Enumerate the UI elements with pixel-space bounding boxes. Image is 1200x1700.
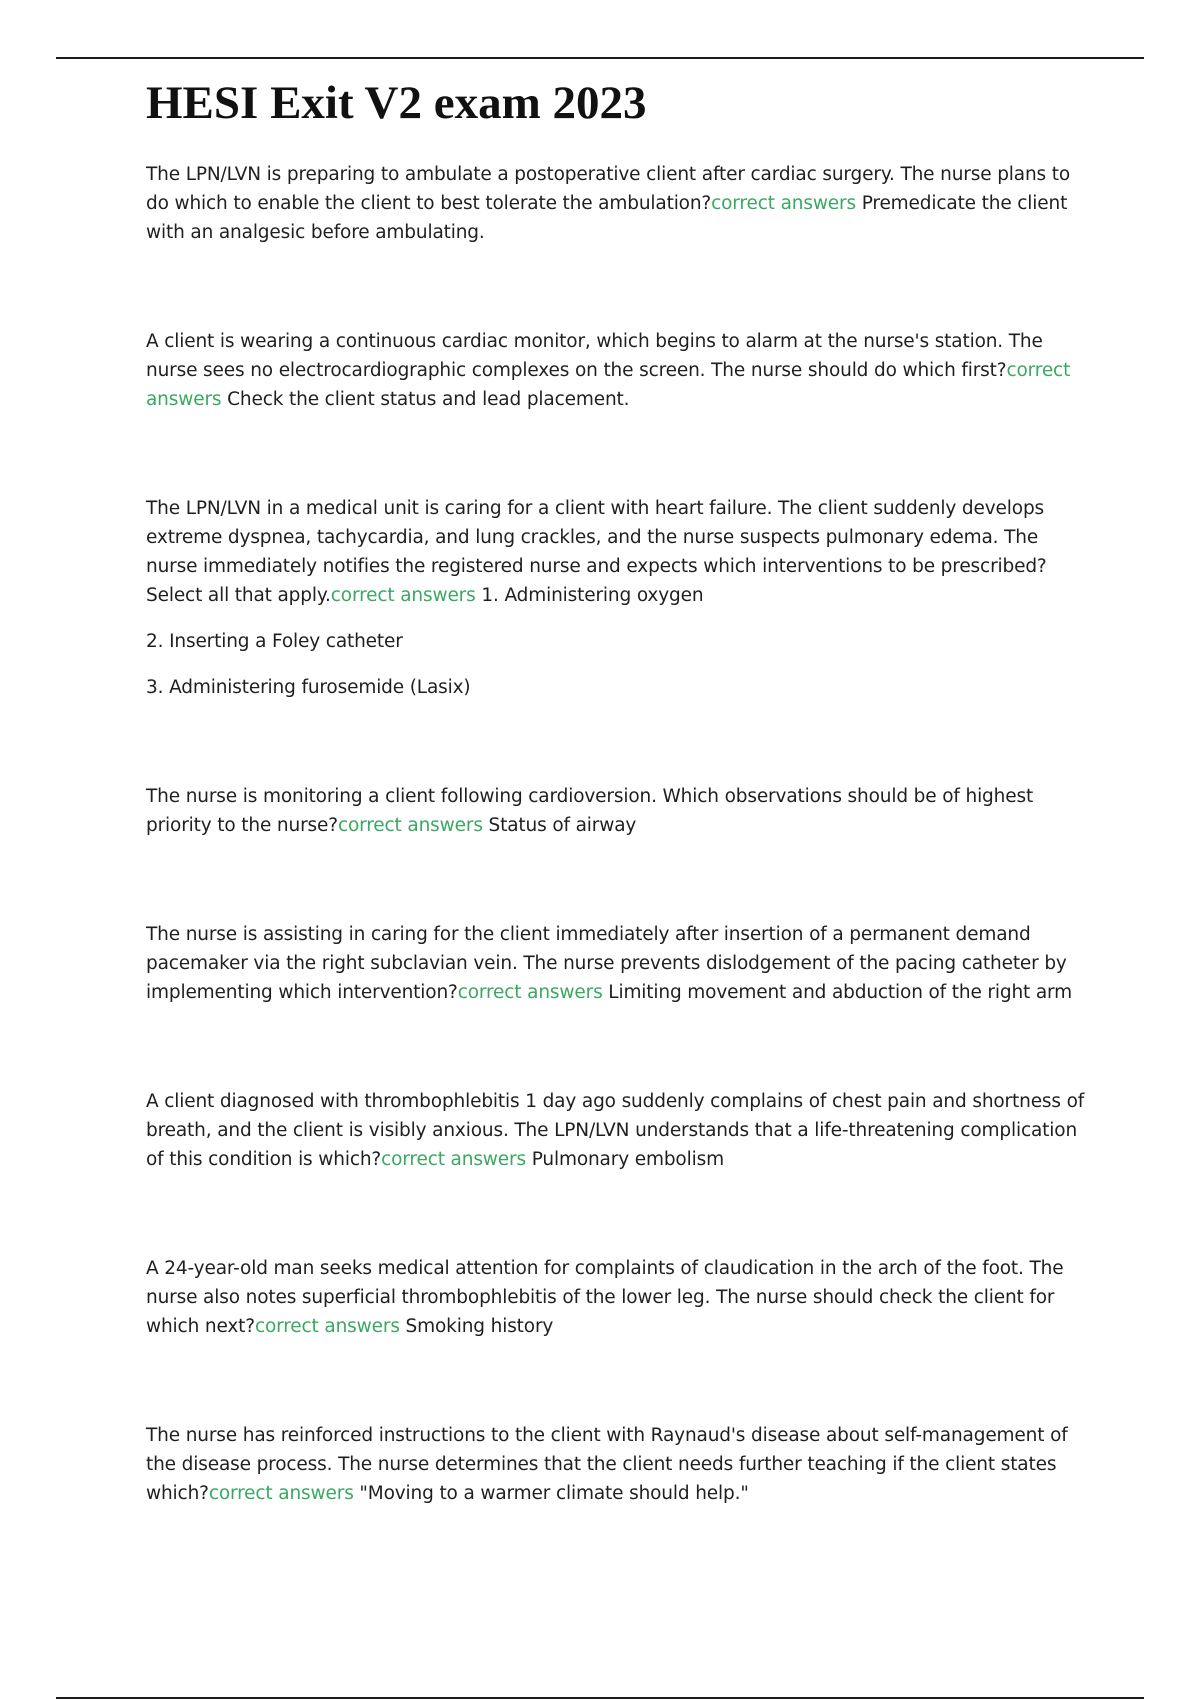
question-prompt: A 24-year-old man seeks medical attention for complaints of claudication in the arch of the foot. The nurse also notes superficial thrombophlebitis of the lower leg. The nurse should check the client for which next? <box>146 1258 1064 1337</box>
answer-list-item: 3. Administering furosemide (Lasix) <box>146 677 471 698</box>
question-text <box>146 1421 1086 1508</box>
correct-answers-label: correct answers <box>337 815 483 836</box>
question-text <box>146 160 1086 247</box>
question-text <box>146 1087 1086 1174</box>
answer-text: Premedicate the client with an analgesic before ambulating. <box>146 193 1068 243</box>
question-prompt: The LPN/LVN in a medical unit is caring for a client with heart failure. The client suddenly develops extreme dyspnea, tachycardia, and lung crackles, and the nurse suspects pulmonary edema. The nurse immediately notifies the registered nurse and expects which interventions to be prescribed? Select all that apply. <box>146 498 1047 606</box>
question-prompt: A client is wearing a continuous cardiac monitor, which begins to alarm at the nurse's station. The nurse sees no electrocardiographic complexes on the screen. The nurse should do which first? <box>146 331 1043 381</box>
answer-text: Check the client status and lead placement. <box>221 389 630 410</box>
correct-answers-label: correct answers <box>330 585 476 606</box>
correct-answers-label: correct answers <box>457 982 603 1003</box>
qa-item-1 <box>146 160 1086 247</box>
document-title: HESI Exit V2 exam 2023 <box>146 77 647 129</box>
question-text <box>146 327 1086 414</box>
qa-item-7 <box>146 1254 1086 1341</box>
qa-item-3 <box>146 494 1086 702</box>
question-text <box>146 1254 1086 1341</box>
qa-item-4 <box>146 782 1086 840</box>
question-prompt: The LPN/LVN is preparing to ambulate a postoperative client after cardiac surgery. The nurse plans to do which to enable the client to best tolerate the ambulation? <box>146 164 1071 214</box>
answer-text: Pulmonary embolism <box>525 1149 724 1170</box>
answer-text: "Moving to a warmer climate should help." <box>353 1483 749 1504</box>
answer-text: Status of airway <box>482 815 637 836</box>
correct-answers-label: correct answers <box>381 1149 526 1170</box>
question-prompt: The nurse is monitoring a client following cardioversion. Which observations should be of highest priority to the nurse? <box>146 786 1034 836</box>
question-text <box>146 782 1086 840</box>
question-text <box>146 494 1086 610</box>
document-body <box>146 72 1086 1588</box>
correct-answers-label: correct answers <box>146 360 1071 410</box>
question-text <box>146 920 1086 1007</box>
correct-answers-label: correct answers <box>208 1483 354 1504</box>
top-rule <box>56 57 1144 59</box>
question-prompt: The nurse has reinforced instructions to the client with Raynaud's disease about self-management of the disease process. The nurse determines that the client needs further teaching if the client states which? <box>146 1425 1068 1504</box>
qa-item-2 <box>146 327 1086 414</box>
correct-answers-label: correct answers <box>254 1316 400 1337</box>
qa-item-5 <box>146 920 1086 1007</box>
qa-item-6 <box>146 1087 1086 1174</box>
question-prompt: A client diagnosed with thrombophlebitis 1 day ago suddenly complains of chest pain and shortness of breath, and the client is visibly anxious. The LPN/LVN understands that a life-threatening complication of this condition is which? <box>146 1091 1085 1170</box>
question-prompt: The nurse is assisting in caring for the client immediately after insertion of a permanent demand pacemaker via the right subclavian vein. The nurse prevents dislodgement of the pacing catheter by implementing which intervention? <box>146 924 1067 1003</box>
answer-text: 1. Administering oxygen <box>475 585 704 606</box>
answer-text: Smoking history <box>399 1316 554 1337</box>
answer-text: Limiting movement and abduction of the right arm <box>602 982 1073 1003</box>
correct-answers-label: correct answers <box>711 193 856 214</box>
qa-item-8 <box>146 1421 1086 1508</box>
bottom-rule <box>56 1697 1144 1699</box>
answer-list-item: 2. Inserting a Foley catheter <box>146 631 403 652</box>
